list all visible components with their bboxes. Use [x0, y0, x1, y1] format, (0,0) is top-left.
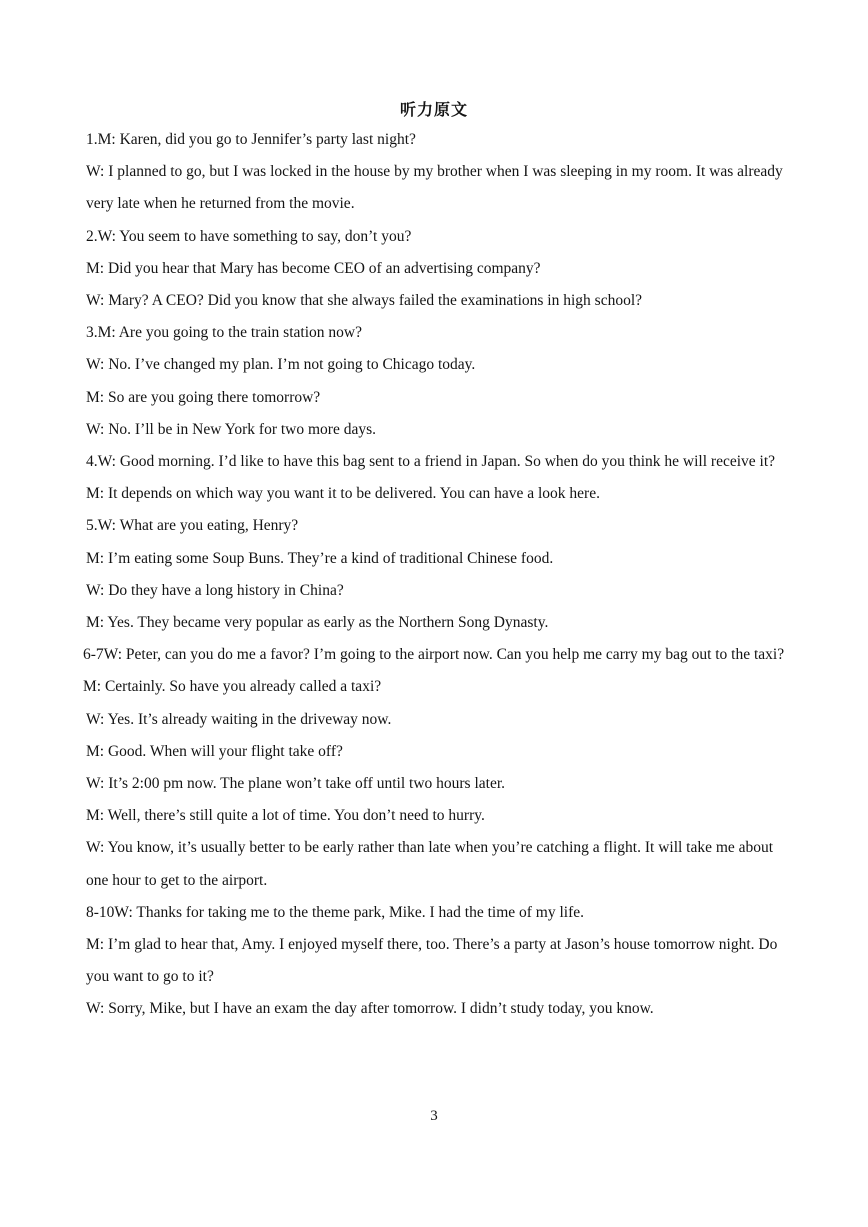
page-number: 3: [430, 1108, 438, 1124]
dialogue-line: 3.M: Are you going to the train station now?: [86, 324, 362, 342]
dialogue-line: M: Certainly. So have you already called a taxi?: [83, 678, 382, 696]
dialogue-line: W: It’s 2:00 pm now. The plane won’t take off until two hours later.: [86, 775, 506, 793]
dialogue-line: 2.W: You seem to have something to say, don’t you?: [86, 227, 412, 245]
dialogue-line: M: Good. When will your flight take off?: [86, 742, 343, 760]
dialogue-line: 6-7W: Peter, can you do me a favor? I’m going to the airport now. Can you help me carry my bag out to the taxi?: [83, 646, 785, 664]
dialogue-line: W: No. I’ll be in New York for two more days.: [86, 420, 377, 438]
dialogue-line: W: Do they have a long history in China?: [86, 581, 344, 599]
dialogue-line: M: I’m eating some Soup Buns. They’re a kind of traditional Chinese food.: [86, 549, 554, 567]
dialogue-line: M: Well, there’s still quite a lot of time. You don’t need to hurry.: [86, 807, 485, 825]
dialogue-line: 5.W: What are you eating, Henry?: [86, 517, 299, 535]
dialogue-line: M: Did you hear that Mary has become CEO of an advertising company?: [86, 259, 541, 277]
dialogue-line: M: I’m glad to hear that, Amy. I enjoyed myself there, too. There’s a party at Jason’s house tomorrow night. Do you want to go to it?: [86, 936, 778, 986]
dialogue-line: 8-10W: Thanks for taking me to the theme park, Mike. I had the time of my life.: [86, 903, 585, 921]
dialogue-line: W: Sorry, Mike, but I have an exam the day after tomorrow. I didn’t study today, you know.: [86, 1000, 654, 1018]
dialogue-line: 4.W: Good morning. I’d like to have this bag sent to a friend in Japan. So when do you think he will receive it?: [86, 453, 776, 471]
page-title: 听力原文: [399, 100, 468, 119]
dialogue-line: M: It depends on which way you want it to be delivered. You can have a look here.: [86, 485, 600, 503]
dialogue-line: W: You know, it’s usually better to be early rather than late when you’re catching a flight. It will take me about one hour to get to the airport.: [86, 839, 774, 889]
dialogue-line: W: Yes. It’s already waiting in the driveway now.: [86, 710, 392, 728]
transcript-body: [83, 124, 786, 1026]
dialogue-line: W: No. I’ve changed my plan. I’m not going to Chicago today.: [86, 356, 476, 374]
dialogue-line: 1.M: Karen, did you go to Jennifer’s party last night?: [86, 131, 416, 148]
dialogue-line: M: Yes. They became very popular as early as the Northern Song Dynasty.: [86, 614, 549, 632]
dialogue-line: M: So are you going there tomorrow?: [86, 388, 321, 406]
dialogue-line: W: Mary? A CEO? Did you know that she always failed the examinations in high school?: [86, 292, 643, 310]
dialogue-line: W: I planned to go, but I was locked in the house by my brother when I was sleeping in my room. It was already very late when he returned from the movie.: [86, 163, 783, 213]
